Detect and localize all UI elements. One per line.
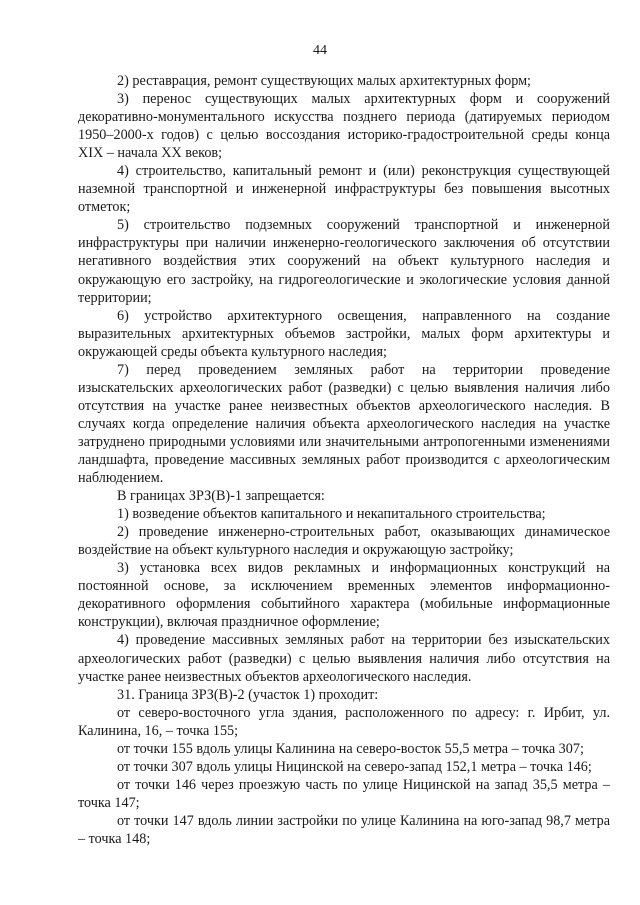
paragraph: 2) проведение инженерно-строительных работ, оказывающих динамическое воздействие на объект культурного наследия и окружающую застройку;: [78, 524, 610, 559]
paragraph: от точки 307 вдоль улицы Ницинской на северо-запад 152,1 метра – точка 146;: [117, 758, 592, 775]
paragraph: 5) строительство подземных сооружений транспортной и инженерной инфраструктуры при наличии инженерно-геологического заключения об отсутствии негативного воздействия этих сооружений на объект культурного наследия и окружающую его застройку, на гидрогеологические и экологические условия данной территории;: [78, 217, 610, 306]
paragraph: 4) строительство, капитальный ремонт и (или) реконструкция существующей наземной транспортной и инженерной инфраструктуры без повышения высотных отметок;: [78, 163, 610, 216]
paragraph: от северо-восточного угла здания, расположенного по адресу: г. Ирбит, ул. Калинина, 16, – точка 155;: [78, 704, 610, 739]
paragraph: 6) устройство архитектурного освещения, направленного на создание выразительных архитектурных объемов застройки, малых форм архитектуры и окружающей среды объекта культурного наследия;: [78, 307, 610, 360]
paragraph: от точки 146 через проезжую часть по улице Ницинской на запад 35,5 метра – точка 147;: [78, 776, 610, 811]
paragraph: 4) проведение массивных земляных работ на территории без изыскательских археологических работ (разведки) с целью выявления наличия либо отсутствия на участке ранее неизвестных объектов археологического наследия.: [78, 632, 610, 685]
paragraph: от точки 155 вдоль улицы Калинина на северо-восток 55,5 метра – точка 307;: [117, 740, 584, 757]
paragraph: 2) реставрация, ремонт существующих малых архитектурных форм;: [117, 73, 532, 89]
paragraph: 31. Граница ЗРЗ(В)-2 (участок 1) проходит:: [117, 686, 379, 703]
paragraph: В границах ЗРЗ(В)-1 запрещается:: [117, 488, 325, 505]
page-number: 44: [313, 43, 327, 58]
document-body: [78, 72, 610, 848]
paragraph: от точки 147 вдоль линии застройки по улице Калинина на юго-запад 98,7 метра – точка 148;: [78, 812, 610, 847]
paragraph: 3) установка всех видов рекламных и информационных конструкций на постоянной основе, за исключением временных элементов информационно-декоративного оформления событийного характера (мобильные информационные конструкции), включая праздничное оформление;: [78, 560, 610, 631]
paragraph: 3) перенос существующих малых архитектурных форм и сооружений декоративно-монументального искусства позднего периода (датируемых периодом 1950–2000-х годов) с целью воссоздания историко-градостроительной среды конца XIX – начала XX веков;: [78, 91, 610, 162]
paragraph: 7) перед проведением земляных работ на территории проведение изыскательских археологических работ (разведки) с целью выявления наличия либо отсутствия на участке ранее неизвестных объектов археологического наследия. В случаях когда определение наличия объекта археологического наследия на участке затруднено природными условиями или значительными антропогенными изменениями ландшафта, проведение массивных земляных работ производится с археологическим наблюдением.: [78, 361, 610, 487]
paragraph: 1) возведение объектов капитального и некапитального строительства;: [117, 506, 546, 523]
